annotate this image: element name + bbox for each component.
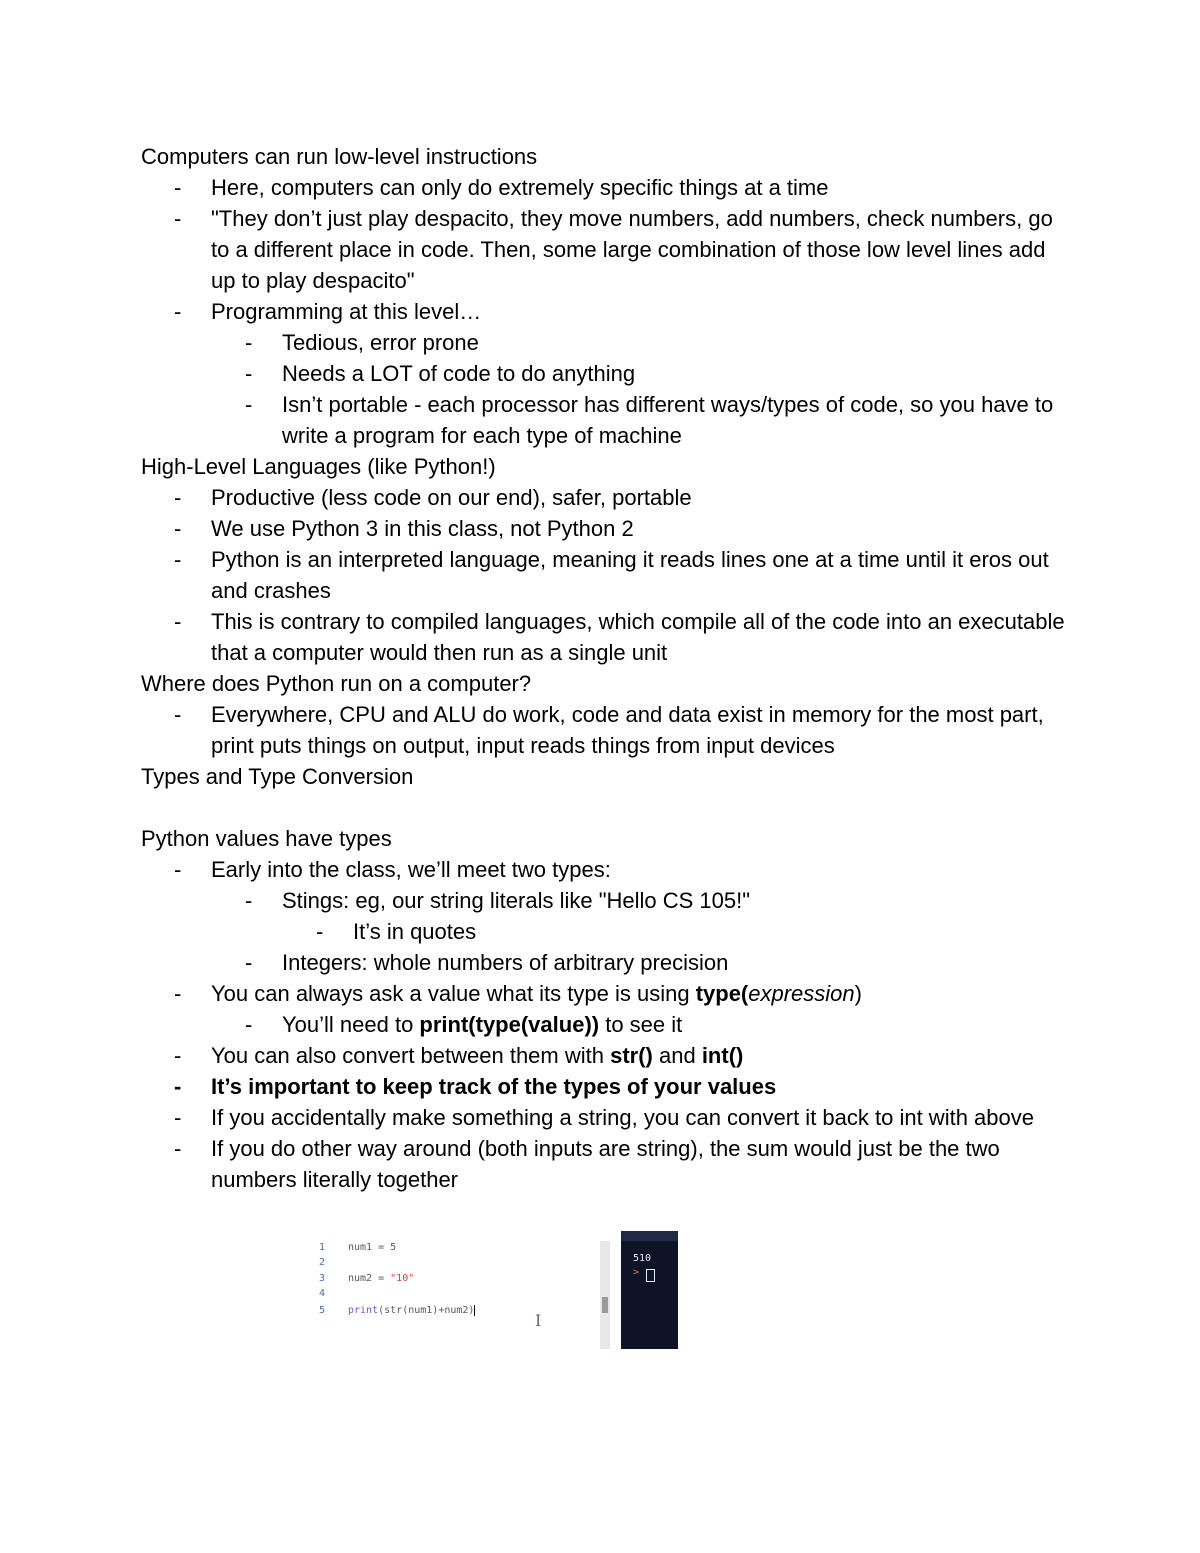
text-run: print(type(value)) [419,1012,600,1037]
code-keyword: print [348,1305,379,1316]
bullet-item [141,482,1071,513]
bullet-item [141,389,1071,451]
bullet-dash: - [174,981,182,1006]
line-number: 4 [319,1288,326,1299]
text-run: ) [854,981,862,1006]
section-heading [141,761,1071,792]
section-heading [141,823,1071,854]
bullet-item [141,1071,1071,1102]
bullet-dash: - [174,609,182,634]
bullet-item [141,513,1071,544]
bullet-dash: - [245,330,253,355]
bullet-dash: - [174,1074,182,1099]
bullet-dash: - [174,702,182,727]
bullet-item [141,203,1071,296]
bullet-dash: - [245,950,253,975]
bullet-item [141,296,1071,327]
bullet-item [141,947,1071,978]
bullet-item [141,1102,1071,1133]
text-run: Python is an interpreted language, meaning it reads lines one at a time until it eros out and crashes [211,547,1049,603]
text-run: Needs a LOT of code to do anything [282,361,636,386]
text-run: str() [610,1043,653,1068]
code-text [348,1272,414,1286]
console-cursor [646,1269,655,1282]
bullet-dash: - [174,547,182,572]
code-screenshot [310,1231,680,1349]
bullet-item [141,606,1071,668]
bullet-dash: - [174,857,182,882]
bullet-dash: - [245,392,253,417]
bullet-item [141,1040,1071,1071]
bullet-dash: - [174,175,182,200]
notes-body [141,141,1071,1195]
section-heading [141,668,1071,699]
bullet-item [141,885,1071,916]
console-panel [621,1231,678,1349]
text-run: Stings: eg, our string literals like "Hello CS 105!" [282,888,751,913]
scrollbar-thumb[interactable] [602,1297,608,1313]
text-run: It’s in quotes [353,919,477,944]
text-run: Tedious, error prone [282,330,479,355]
bullet-dash: - [174,1043,182,1068]
text-run: This is contrary to compiled languages, which compile all of the code into an executable that a computer would then run as a single unit [211,609,1065,665]
text-run: You can also convert between them with [211,1043,611,1068]
bullet-dash: - [245,1012,253,1037]
bullet-item [141,172,1071,203]
text-run: expression [748,981,855,1006]
section-heading [141,141,1071,172]
section-heading [141,451,1071,482]
bullet-item [141,358,1071,389]
text-run: Computers can run low-level instructions [141,144,538,169]
text-run: If you do other way around (both inputs are string), the sum would just be the two numbers literally together [211,1136,1000,1192]
text-run: Programming at this level… [211,299,482,324]
text-run: type( [695,981,749,1006]
bullet-dash: - [174,1105,182,1130]
text-run: If you accidentally make something a string, you can convert it back to int with above [211,1105,1034,1130]
text-run: Isn’t portable - each processor has different ways/types of code, so you have to write a program for each type of machine [282,392,1054,448]
code-variable: num2 = [348,1273,391,1284]
line-number: 2 [319,1257,326,1268]
bullet-dash: - [174,1136,182,1161]
text-run: We use Python 3 in this class, not Python 2 [211,516,634,541]
text-run: Productive (less code on our end), safer, portable [211,485,692,510]
bullet-item [141,916,1071,947]
blank-line [141,792,1071,823]
bullet-item [141,699,1071,761]
code-text: num1 = 5 [348,1242,397,1253]
code-text [348,1304,475,1318]
text-run: You’ll need to [282,1012,420,1037]
code-args: (str(num1)+num2) [378,1305,475,1316]
console-prompt: > [633,1267,640,1278]
code-string: "10" [390,1273,415,1284]
bullet-item [141,854,1071,885]
bullet-item [141,1009,1071,1040]
bullet-dash: - [174,516,182,541]
bullet-dash: - [174,299,182,324]
text-run: Everywhere, CPU and ALU do work, code and data exist in memory for the most part, print puts things on output, input reads things from input devices [211,702,1044,758]
text-run: Here, computers can only do extremely specific things at a time [211,175,829,200]
bullet-item [141,544,1071,606]
console-title-bar [621,1231,678,1241]
text-caret [474,1305,475,1316]
text-run: Python values have types [141,826,392,851]
text-run: Early into the class, we’ll meet two types: [211,857,611,882]
bullet-item [141,327,1071,358]
text-run: "They don’t just play despacito, they move numbers, add numbers, check numbers, go to a different place in code. Then, some large combination of those low level lines add up to play despacito" [211,206,1053,293]
text-run: Where does Python run on a computer? [141,671,532,696]
line-number: 5 [319,1305,326,1316]
bullet-dash: - [174,485,182,510]
bullet-item [141,978,1071,1009]
bullet-dash: - [174,206,182,231]
bullet-dash: - [245,888,253,913]
ibeam-cursor-icon: I [535,1311,542,1330]
line-number: 3 [319,1273,326,1284]
bullet-item [141,1133,1071,1195]
text-run: int() [701,1043,744,1068]
code-editor [310,1231,590,1349]
line-number: 1 [319,1242,326,1253]
text-run: It’s important to keep track of the types of your values [211,1074,777,1099]
bullet-dash: - [245,361,253,386]
console-output: 510 [633,1253,652,1264]
text-run: to see it [599,1012,683,1037]
bullet-dash: - [316,919,324,944]
editor-scrollbar[interactable] [600,1241,610,1349]
text-run: Integers: whole numbers of arbitrary precision [282,950,729,975]
text-run: Types and Type Conversion [141,764,414,789]
text-run: High-Level Languages (like Python!) [141,454,496,479]
text-run: You can always ask a value what its type is using [211,981,696,1006]
text-run: and [652,1043,702,1068]
